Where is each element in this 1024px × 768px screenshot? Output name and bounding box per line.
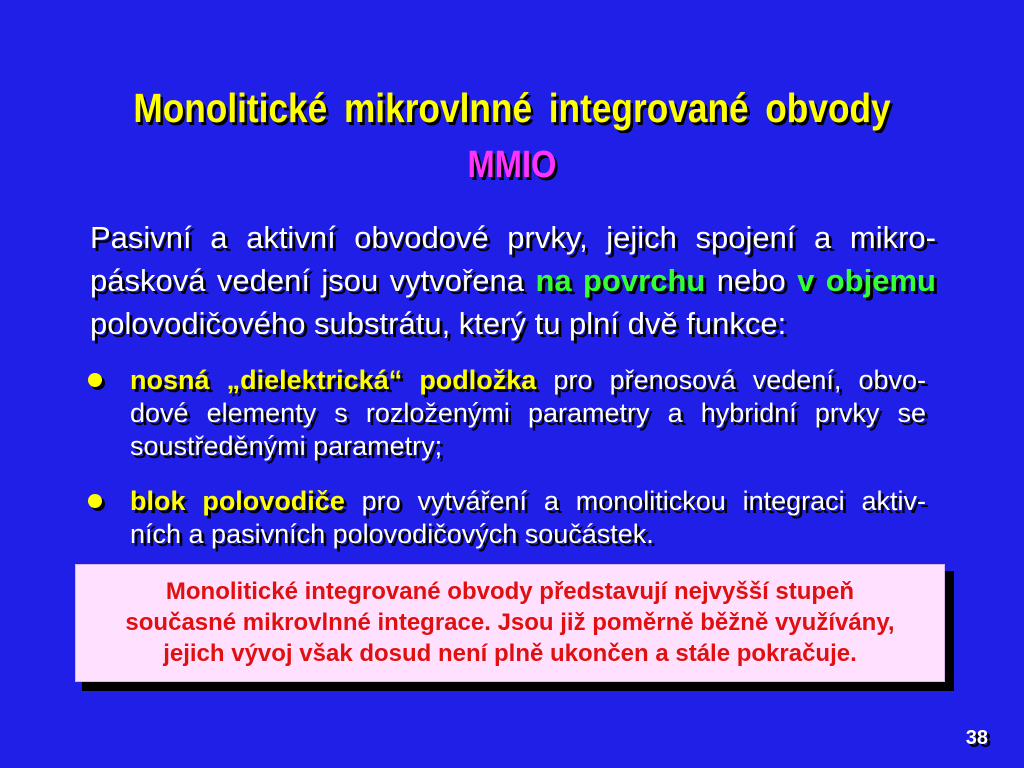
bullet-2-line-1 <box>130 485 926 518</box>
bullet-list <box>84 364 926 573</box>
bullet-1-line-2: dové elementy s rozloženými parametry a hybridní prvky se <box>130 398 926 428</box>
bullet-1-line-1-rest: pro přenosová vedení, obvo- <box>536 365 926 395</box>
list-item <box>84 364 926 463</box>
intro-line-1: Pasivní a aktivní obvodové prvky, jejich spojení a mikro- <box>90 220 936 255</box>
bullet-1-line-3: soustředěnými parametry; <box>130 431 443 461</box>
bullet-1-highlight: nosná „dielektrická“ podložka <box>130 365 537 395</box>
bullet-1-line-1 <box>130 364 926 397</box>
note-box <box>75 564 945 682</box>
bullet-2-line-1-rest: pro vytváření a monolitickou integraci aktiv- <box>344 486 926 516</box>
intro-line-2-prefix: pásková vedení jsou vytvořena <box>90 263 536 298</box>
page-number: 38 <box>965 727 988 749</box>
bullet-dot-icon <box>88 494 102 508</box>
list-item <box>84 485 926 551</box>
bullet-2-line-2: ních a pasivních polovodičových součástek. <box>130 519 654 549</box>
slide-subtitle: MMIO <box>467 144 557 186</box>
intro-line-2-mid: nebo <box>705 263 798 298</box>
intro-line-2 <box>90 259 936 302</box>
note-line-3: jejich vývoj však dosud není plně ukončen a stále pokračuje. <box>163 640 857 667</box>
bullet-dot-icon <box>88 373 102 387</box>
bullet-2-highlight: blok polovodiče <box>130 486 345 516</box>
emphasis-surface: na povrchu <box>535 263 706 298</box>
intro-paragraph <box>90 216 936 345</box>
intro-line-3: polovodičového substrátu, který tu plní dvě funkce: <box>90 306 787 341</box>
emphasis-volume: v objemu <box>797 263 936 298</box>
note-line-1: Monolitické integrované obvody představují nejvyšší stupeň <box>165 578 855 605</box>
note-line-2: současné mikrovlnné integrace. Jsou již poměrně běžně využívány, <box>125 609 895 636</box>
slide-title: Monolitické mikrovlnné integrované obvody <box>133 85 891 131</box>
